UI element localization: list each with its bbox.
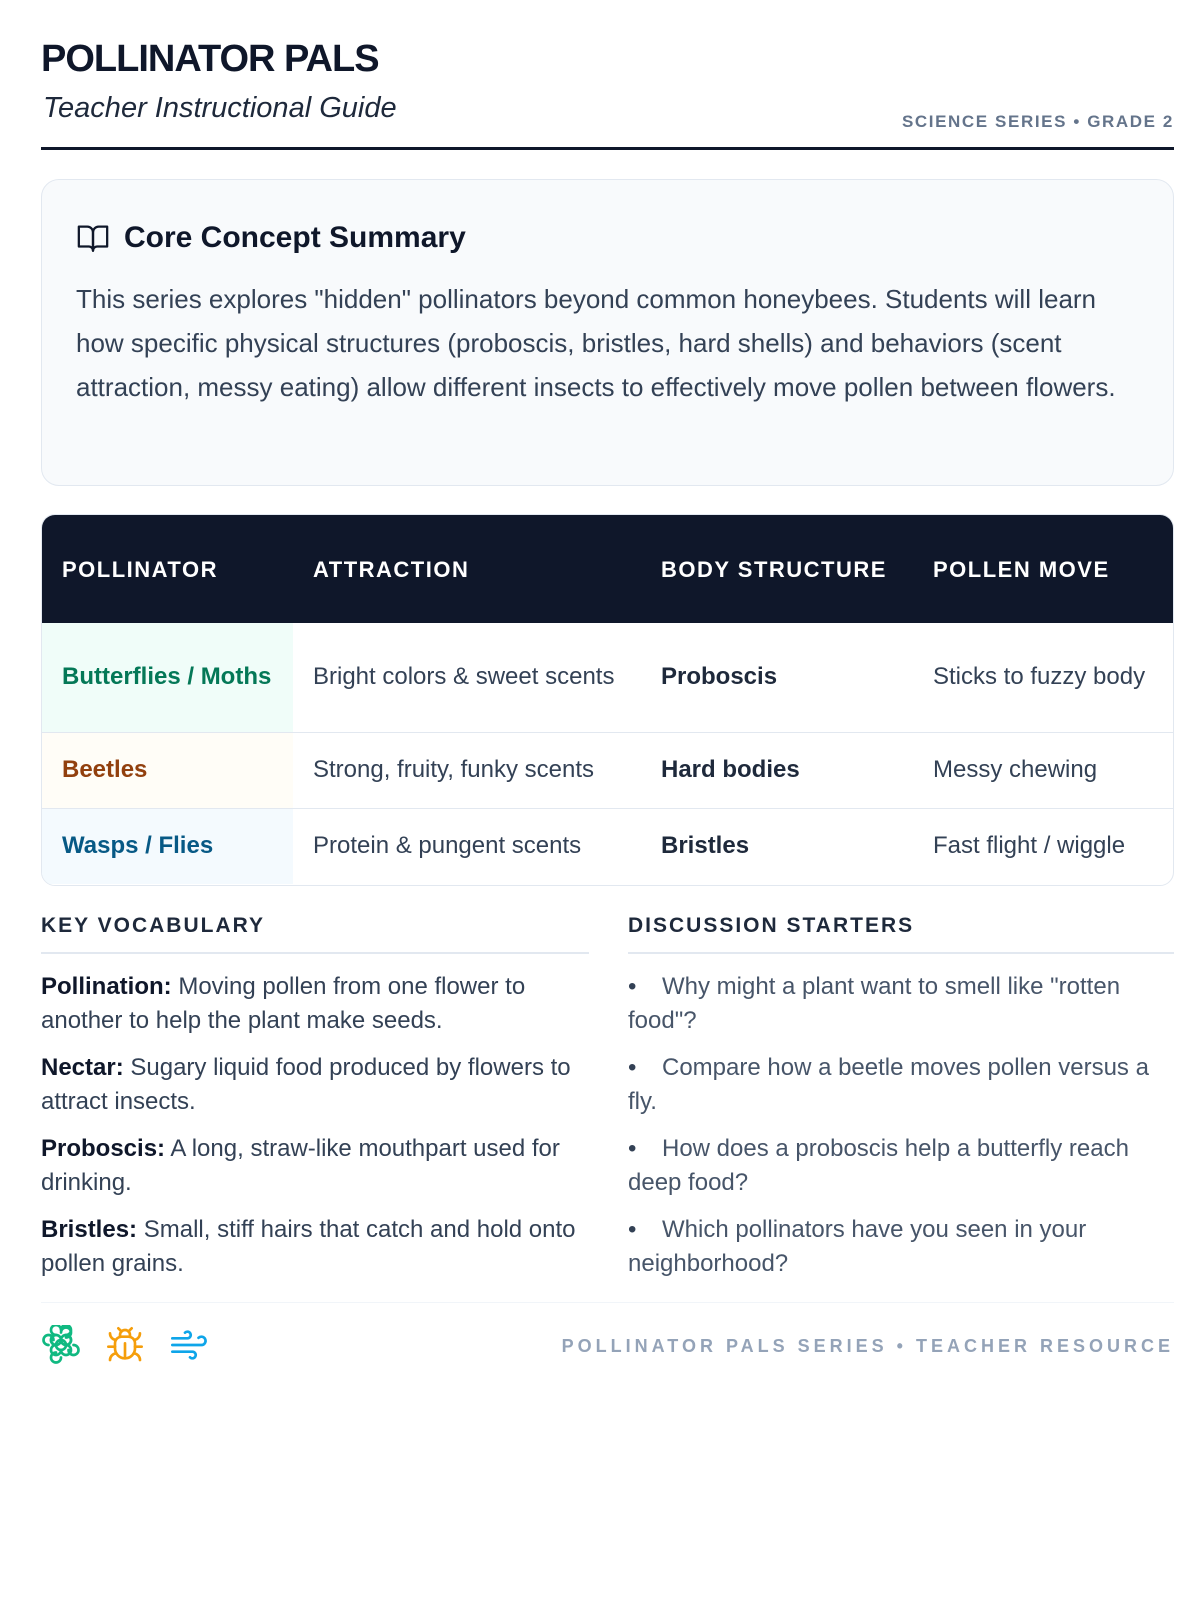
page-title: POLLINATOR PALS [41, 38, 379, 80]
table-row [42, 808, 1174, 884]
vocab-definition: Sugary liquid food produced by flowers to attract insects. [41, 1054, 571, 1115]
header-pollinator: POLLINATOR [42, 515, 293, 623]
structure-cell: Proboscis [641, 623, 913, 732]
discussion-starters-section [628, 914, 1174, 1294]
key-vocabulary-section [41, 914, 589, 1294]
flower-icon [41, 1325, 81, 1365]
concept-summary-card [41, 179, 1174, 486]
pollinator-table [41, 514, 1174, 886]
vocab-item [41, 1132, 589, 1200]
vocab-item [41, 970, 589, 1038]
vocab-definition: Moving pollen from one flower to another to help the plant make seeds. [41, 973, 526, 1034]
vocab-definition: A long, straw-like mouthpart used for drinking. [41, 1135, 560, 1196]
vocab-item [41, 1213, 589, 1281]
pollen-move-cell: Fast flight / wiggle [933, 832, 1126, 860]
bullet: • [628, 973, 637, 1000]
pollinator-name: Beetles [42, 732, 293, 808]
pollinator-name: Wasps / Flies [42, 808, 293, 884]
bullet: • [628, 1216, 637, 1243]
discussion-question: Which pollinators have you seen in your neighborhood? [628, 1216, 1087, 1277]
attraction-cell: Protein & pungent scents [313, 832, 582, 860]
structure-cell: Bristles [661, 832, 750, 860]
vocab-term: Bristles: [41, 1216, 138, 1243]
discussion-question: Compare how a beetle moves pollen versus a fly. [628, 1054, 1149, 1115]
header-attraction: ATTRACTION [293, 515, 641, 623]
discussion-question: How does a proboscis help a butterfly reach deep food? [628, 1135, 1129, 1196]
vocab-term: Nectar: [41, 1054, 124, 1081]
concept-title: Core Concept Summary [124, 221, 466, 254]
header-pollen-move: POLLEN MOVE [913, 515, 1174, 623]
vocab-term: Pollination: [41, 973, 172, 1000]
table-row [42, 623, 1174, 732]
discussion-question: Why might a plant want to smell like "rotten food"? [628, 973, 1121, 1034]
list-item [628, 970, 1174, 1038]
structure-cell: Hard bodies [641, 732, 913, 808]
book-open-icon [76, 221, 110, 255]
wind-icon [169, 1325, 209, 1365]
pollinator-name: Butterflies / Moths [42, 623, 293, 732]
table-row [42, 732, 1174, 808]
concept-header [76, 220, 466, 256]
concept-text: This series explores "hidden" pollinators beyond common honeybees. Students will learn how specific physical structures (proboscis, bristles, hard shells) and behaviors (scent attraction, messy eating) allow different insects to effectively move pollen between flowers. [76, 284, 1116, 402]
header-body-structure: BODY STRUCTURE [641, 515, 913, 623]
series-label: SCIENCE SERIES • GRADE 2 [901, 112, 1174, 131]
list-item [628, 1213, 1174, 1281]
list-item [628, 1051, 1174, 1119]
vocab-item [41, 1051, 589, 1119]
vocab-term: Proboscis: [41, 1135, 166, 1162]
footer [41, 1302, 1174, 1375]
vocabulary-title: KEY VOCABULARY [41, 914, 589, 954]
pollen-move-cell: Sticks to fuzzy body [913, 623, 1174, 732]
header [41, 38, 1174, 150]
table-header-row [42, 515, 1174, 623]
discussion-title: DISCUSSION STARTERS [628, 914, 1174, 954]
bug-icon [105, 1325, 145, 1365]
bullet: • [628, 1054, 637, 1081]
attraction-cell: Bright colors & sweet scents [293, 623, 641, 732]
bullet: • [628, 1135, 637, 1162]
attraction-cell: Strong, fruity, funky scents [293, 732, 641, 808]
pollen-move-cell: Messy chewing [913, 732, 1174, 808]
vocab-definition: Small, stiff hairs that catch and hold onto pollen grains. [41, 1216, 576, 1277]
list-item [628, 1132, 1174, 1200]
footer-text: POLLINATOR PALS SERIES • TEACHER RESOURCE [561, 1336, 1174, 1356]
page-subtitle: Teacher Instructional Guide [43, 92, 397, 124]
